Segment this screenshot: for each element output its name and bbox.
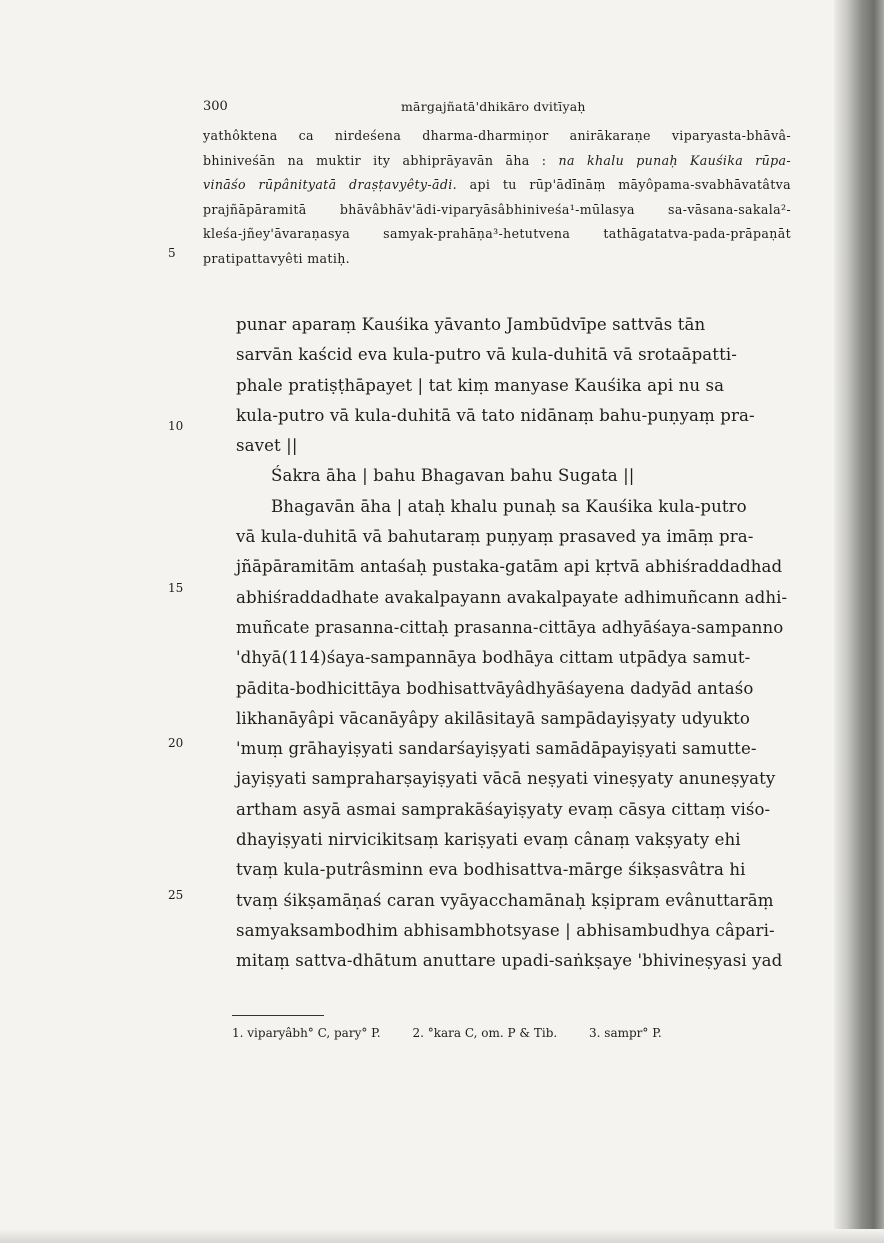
text-line: tvaṃ kula-putrâsminn eva bodhisattva-mārge śikṣasvâtra hi: [236, 860, 746, 880]
commentary-line: vināśo rūpânityatā draṣṭavyêty-ādi. api tu rūp'ādīnāṃ māyôpama-svabhāvatâtva: [203, 177, 792, 192]
footnote: 2. °kara C, om. P & Tib.: [412, 1026, 558, 1040]
text-line: abhiśraddadhate avakalpayann avakalpayate adhimuñcann adhi-: [236, 587, 788, 607]
text-line: Śakra āha | bahu Bhagavan bahu Sugata ||: [271, 466, 635, 486]
text-line: 'muṃ grāhayiṣyati sandarśayiṣyati samādāpayiṣyati samutte-: [236, 739, 757, 759]
text-line: vā kula-duhitā vā bahutaraṃ puṇyaṃ prasaved ya imāṃ pra-: [236, 527, 754, 547]
commentary-line: kleśa-jñey'āvaraṇasya samyak-prahāṇa³-hetutvena tathāgatatva-pada-prāpaṇāt: [203, 226, 791, 241]
text-line: tvaṃ śikṣamāṇaś caran vyāyacchamānaḥ kṣipram evânuttarāṃ: [236, 890, 774, 910]
page-bottom-edge: [0, 1229, 884, 1243]
text-line: dhayiṣyati nirvicikitsaṃ kariṣyati evaṃ cânaṃ vakṣyaty ehi: [236, 830, 741, 850]
text-line: sarvān kaścid eva kula-putro vā kula-duhitā vā srotaāpatti-: [236, 345, 737, 365]
text-line: muñcate prasanna-cittaḥ prasanna-cittāya adhyāśaya-sampanno: [236, 617, 784, 637]
line-number: 15: [168, 581, 184, 595]
footnote-divider: [232, 1015, 324, 1016]
line-number: 20: [168, 736, 184, 750]
text-line: phale pratiṣṭhāpayet | tat kiṃ manyase Kauśika api nu sa: [236, 375, 725, 395]
text-line: 'dhyā(114)śaya-sampannāya bodhāya cittam utpādya samut-: [236, 648, 751, 668]
main-text-block: [236, 310, 788, 977]
text-line: savet ||: [236, 436, 298, 456]
commentary-block: [203, 124, 791, 271]
text-line: jayiṣyati sampraharṣayiṣyati vācā neṣyati vineṣyaty anuneṣyaty: [236, 769, 776, 789]
text-line: kula-putro vā kula-duhitā vā tato nidānaṃ bahu-puṇyaṃ pra-: [236, 405, 755, 425]
running-title: mārgajñatā'dhikāro dvitīyaḥ: [401, 99, 586, 114]
text-line: mitaṃ sattva-dhātum anuttare upadi-saṅkṣaye 'bhivineṣyasi yad: [236, 951, 783, 971]
commentary-line: prajñāpāramitā bhāvâbhāv'ādi-viparyāsâbhiniveśa¹-mūlasya sa-vāsana-sakala²-: [203, 201, 791, 217]
text-line: samyaksambodhim abhisambhotsyase | abhisambudhya câpari-: [236, 920, 775, 940]
book-binding-shadow: [834, 0, 884, 1243]
text-line: likhanāyâpi vācanāyâpy akilāsitayā sampādayiṣyaty udyukto: [236, 708, 750, 728]
line-number: 25: [168, 888, 184, 902]
commentary-line: pratipattavyêti matiḥ.: [203, 250, 351, 266]
footnotes: [232, 1026, 690, 1040]
line-number: 5: [168, 246, 176, 260]
line-number: 10: [168, 419, 184, 433]
page-number: 300: [203, 99, 228, 114]
footnote: 1. viparyâbh° C, pary° P.: [232, 1026, 381, 1040]
text-line: punar aparaṃ Kauśika yāvanto Jambūdvīpe sattvās tān: [236, 315, 706, 334]
text-line: Bhagavān āha | ataḥ khalu punaḥ sa Kauśika kula-putro: [271, 496, 747, 516]
text-line: artham asyā asmai samprakāśayiṣyaty evaṃ cāsya cittaṃ viśo-: [236, 799, 771, 819]
commentary-line: yathôktena ca nirdeśena dharma-dharmiṇor anirākaraṇe viparyasta-bhāvâ-: [203, 128, 791, 143]
text-line: jñāpāramitām antaśaḥ pustaka-gatām api kṛtvā abhiśraddadhad: [236, 557, 783, 577]
footnote: 3. sampr° P.: [589, 1026, 662, 1040]
commentary-line: bhiniveśān na muktir ity abhiprāyavān āha : na khalu punaḥ Kauśika rūpa-: [203, 152, 791, 168]
text-line: pādita-bodhicittāya bodhisattvāyâdhyāśayena dadyād antaśo: [236, 678, 754, 698]
